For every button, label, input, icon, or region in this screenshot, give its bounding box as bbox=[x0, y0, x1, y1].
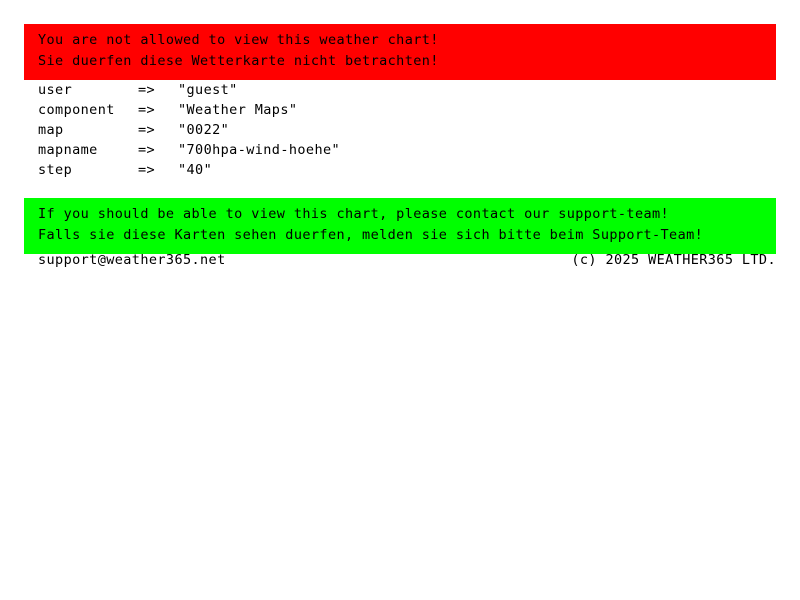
parameter-arrow: => bbox=[138, 122, 156, 138]
parameter-arrow: => bbox=[138, 102, 156, 118]
parameter-value: "0022" bbox=[178, 122, 230, 138]
parameter-key: component bbox=[38, 102, 115, 118]
parameter-value: "Weather Maps" bbox=[178, 102, 298, 118]
parameter-arrow: => bbox=[138, 142, 156, 158]
parameter-arrow: => bbox=[138, 82, 156, 98]
parameter-key: step bbox=[38, 162, 73, 178]
parameter-arrow: => bbox=[138, 162, 156, 178]
error-banner-line-en: You are not allowed to view this weather chart! bbox=[38, 32, 439, 48]
parameter-row-mapname bbox=[38, 140, 340, 160]
parameter-value: "700hpa-wind-hoehe" bbox=[178, 142, 341, 158]
copyright-notice: (c) 2025 WEATHER365 LTD. bbox=[571, 252, 776, 268]
parameter-row-user bbox=[38, 80, 340, 100]
error-banner bbox=[24, 24, 776, 80]
parameter-key: user bbox=[38, 82, 73, 98]
info-banner bbox=[24, 198, 776, 254]
parameter-list bbox=[38, 80, 340, 180]
parameter-value: "guest" bbox=[178, 82, 238, 98]
parameter-value: "40" bbox=[178, 162, 213, 178]
support-email[interactable]: support@weather365.net bbox=[38, 252, 226, 268]
info-banner-line-de: Falls sie diese Karten sehen duerfen, melden sie sich bitte beim Support-Team! bbox=[38, 227, 704, 243]
error-banner-line-de: Sie duerfen diese Wetterkarte nicht betrachten! bbox=[38, 53, 439, 69]
parameter-row-step bbox=[38, 160, 340, 180]
parameter-key: map bbox=[38, 122, 64, 138]
parameter-row-component bbox=[38, 100, 340, 120]
parameter-row-map bbox=[38, 120, 340, 140]
info-banner-line-en: If you should be able to view this chart, please contact our support-team! bbox=[38, 206, 670, 222]
footer bbox=[38, 250, 776, 270]
parameter-key: mapname bbox=[38, 142, 98, 158]
